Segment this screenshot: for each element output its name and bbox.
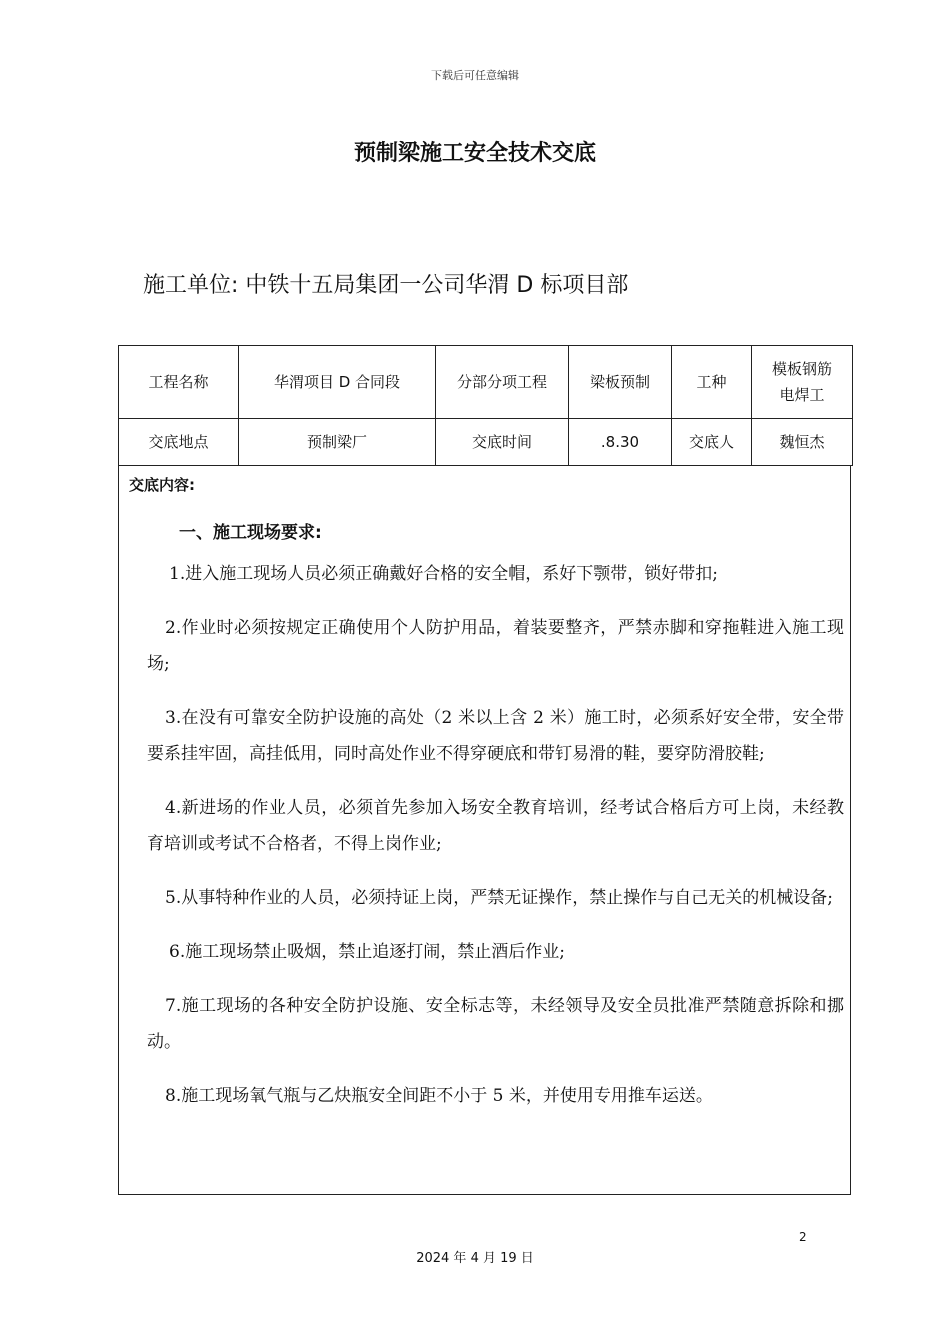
construction-unit-value: 中铁十五局集团一公司华渭 D 标项目部 bbox=[245, 273, 629, 298]
time-value: .8.30 bbox=[569, 419, 672, 466]
project-name-value: 华渭项目 D 合同段 bbox=[239, 346, 436, 419]
location-value: 预制梁厂 bbox=[239, 419, 436, 466]
list-item: 8.施工现场氧气瓶与乙炔瓶安全间距不小于 5 米，并使用专用推车运送。 bbox=[165, 1086, 713, 1106]
list-item: 4.新进场的作业人员，必须首先参加入场安全教育培训，经考试合格后方可上岗，未经教育培训或考试不合格者，不得上岗作业; bbox=[147, 798, 844, 854]
time-label: 交底时间 bbox=[436, 419, 569, 466]
trade-value bbox=[752, 346, 853, 419]
info-table bbox=[118, 345, 853, 466]
table-row bbox=[119, 419, 853, 466]
list-item: 3.在没有可靠安全防护设施的高处（2 米以上含 2 米）施工时，必须系好安全带，安全带要系挂牢固，高挂低用，同时高处作业不得穿硬底和带钉易滑的鞋，要穿防滑胶鞋; bbox=[147, 708, 844, 764]
project-name-label: 工程名称 bbox=[119, 346, 239, 419]
section-title: 一、施工现场要求: bbox=[179, 523, 322, 543]
list-item: 6.施工现场禁止吸烟，禁止追逐打闹，禁止酒后作业; bbox=[169, 942, 565, 962]
list-item: 1.进入施工现场人员必须正确戴好合格的安全帽，系好下颚带，锁好带扣; bbox=[169, 564, 718, 584]
document-title: 预制梁施工安全技术交底 bbox=[353, 141, 596, 166]
content-label: 交底内容: bbox=[129, 476, 195, 494]
content-box bbox=[118, 466, 851, 1195]
trade-value-line2: 电焊工 bbox=[779, 386, 825, 404]
list-item: 2.作业时必须按规定正确使用个人防护用品，着装要整齐，严禁赤脚和穿拖鞋进入施工现场; bbox=[147, 618, 844, 674]
construction-unit-label: 施工单位: bbox=[143, 273, 239, 298]
construction-unit bbox=[143, 268, 628, 299]
footer-date: 2024 年 4 月 19 日 bbox=[416, 1251, 534, 1266]
list-item: 7.施工现场的各种安全防护设施、安全标志等，未经领导及安全员批准严禁随意拆除和挪动。 bbox=[147, 996, 844, 1052]
trade-value-line1: 模板钢筋 bbox=[771, 360, 832, 378]
person-label: 交底人 bbox=[672, 419, 752, 466]
table-row bbox=[119, 346, 853, 419]
header-note: 下载后可任意编辑 bbox=[431, 69, 519, 82]
sub-project-value: 梁板预制 bbox=[569, 346, 672, 419]
person-value: 魏恒杰 bbox=[752, 419, 853, 466]
sub-project-label: 分部分项工程 bbox=[436, 346, 569, 419]
list-item: 5.从事特种作业的人员，必须持证上岗，严禁无证操作，禁止操作与自己无关的机械设备; bbox=[165, 888, 833, 908]
page-number: 2 bbox=[799, 1230, 807, 1244]
requirements-list bbox=[147, 556, 844, 1132]
location-label: 交底地点 bbox=[119, 419, 239, 466]
trade-label: 工种 bbox=[672, 346, 752, 419]
